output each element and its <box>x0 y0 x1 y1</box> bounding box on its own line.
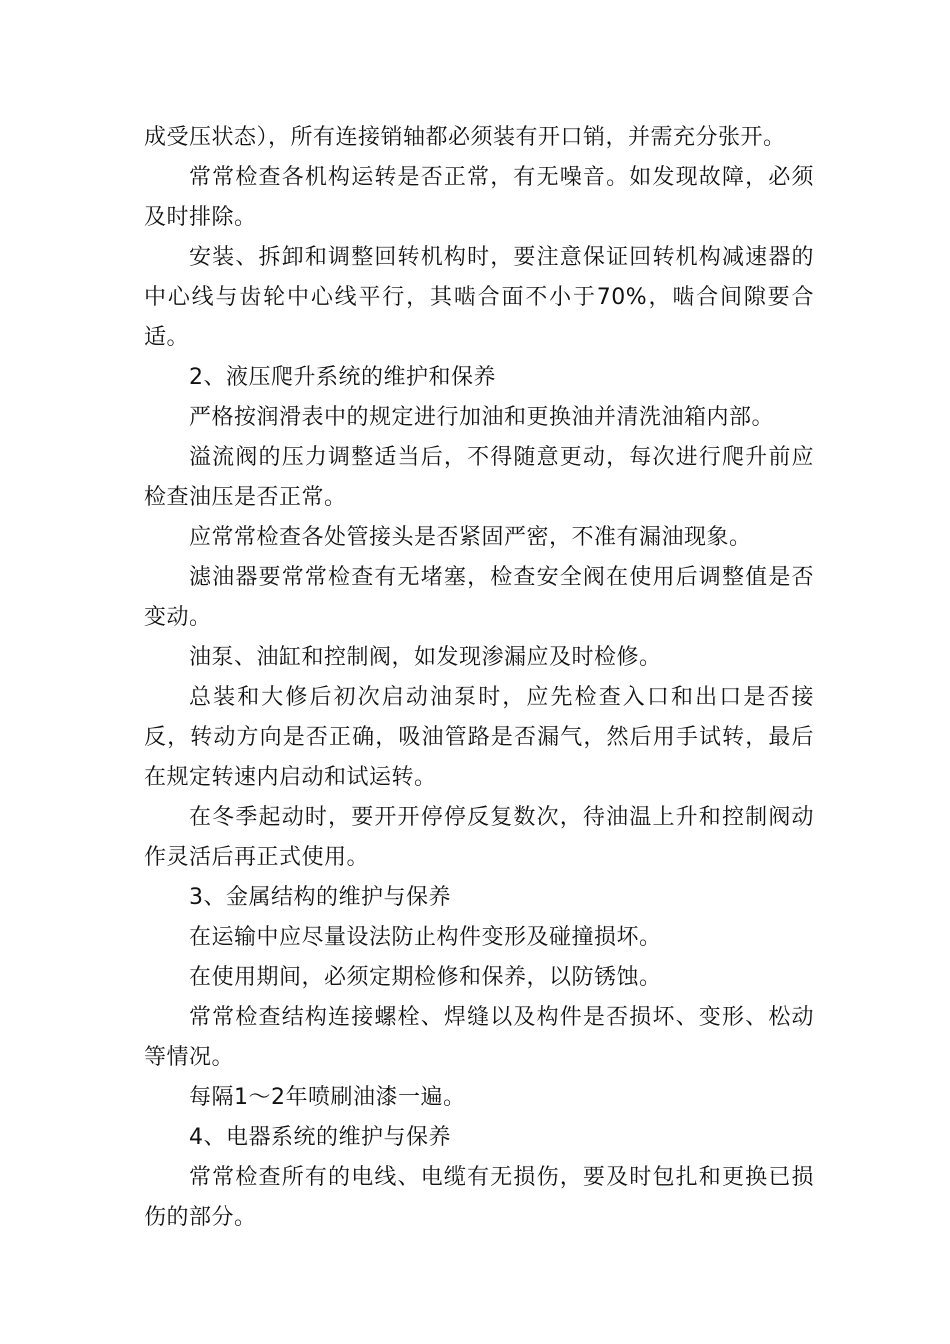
section-heading: 3、金属结构的维护与保养 <box>189 885 451 910</box>
paragraph: 常常检查所有的电线、电缆有无损伤，要及时包扎和更换已损伤的部分。 <box>144 1165 814 1230</box>
paragraph: 应常常检查各处管接头是否紧固严密，不准有漏油现象。 <box>189 525 752 550</box>
paragraph: 严格按润滑表中的规定进行加油和更换油并清洗油箱内部。 <box>189 405 775 430</box>
paragraph: 每隔1～2年喷刷油漆一遍。 <box>189 1085 466 1110</box>
paragraph: 溢流阀的压力调整适当后，不得随意更动，每次进行爬升前应检查油压是否正常。 <box>144 445 814 510</box>
paragraph: 在使用期间，必须定期检修和保养，以防锈蚀。 <box>189 965 662 990</box>
paragraph: 成受压状态），所有连接销轴都必须装有开口销，并需充分张开。 <box>144 125 786 150</box>
section-heading: 4、电器系统的维护与保养 <box>189 1125 451 1150</box>
paragraph: 油泵、油缸和控制阀，如发现渗漏应及时检修。 <box>189 645 662 670</box>
paragraph: 在冬季起动时，要开开停停反复数次，待油温上升和控制阀动作灵活后再正式使用。 <box>144 805 814 870</box>
document-body <box>144 118 814 1238</box>
paragraph: 滤油器要常常检查有无堵塞，检查安全阀在使用后调整值是否变动。 <box>144 565 814 630</box>
section-heading: 2、液压爬升系统的维护和保养 <box>189 365 496 390</box>
paragraph: 安装、拆卸和调整回转机构时，要注意保证回转机构减速器的中心线与齿轮中心线平行，其啮合面不小于70%，啮合间隙要合适。 <box>144 245 814 350</box>
paragraph: 在运输中应尽量设法防止构件变形及碰撞损坏。 <box>189 925 662 950</box>
paragraph: 常常检查各机构运转是否正常，有无噪音。如发现故障，必须及时排除。 <box>144 165 814 230</box>
paragraph: 常常检查结构连接螺栓、焊缝以及构件是否损坏、变形、松动等情况。 <box>144 1005 814 1070</box>
paragraph: 总装和大修后初次启动油泵时，应先检查入口和出口是否接反，转动方向是否正确，吸油管路是否漏气，然后用手试转，最后在规定转速内启动和试运转。 <box>144 685 814 790</box>
